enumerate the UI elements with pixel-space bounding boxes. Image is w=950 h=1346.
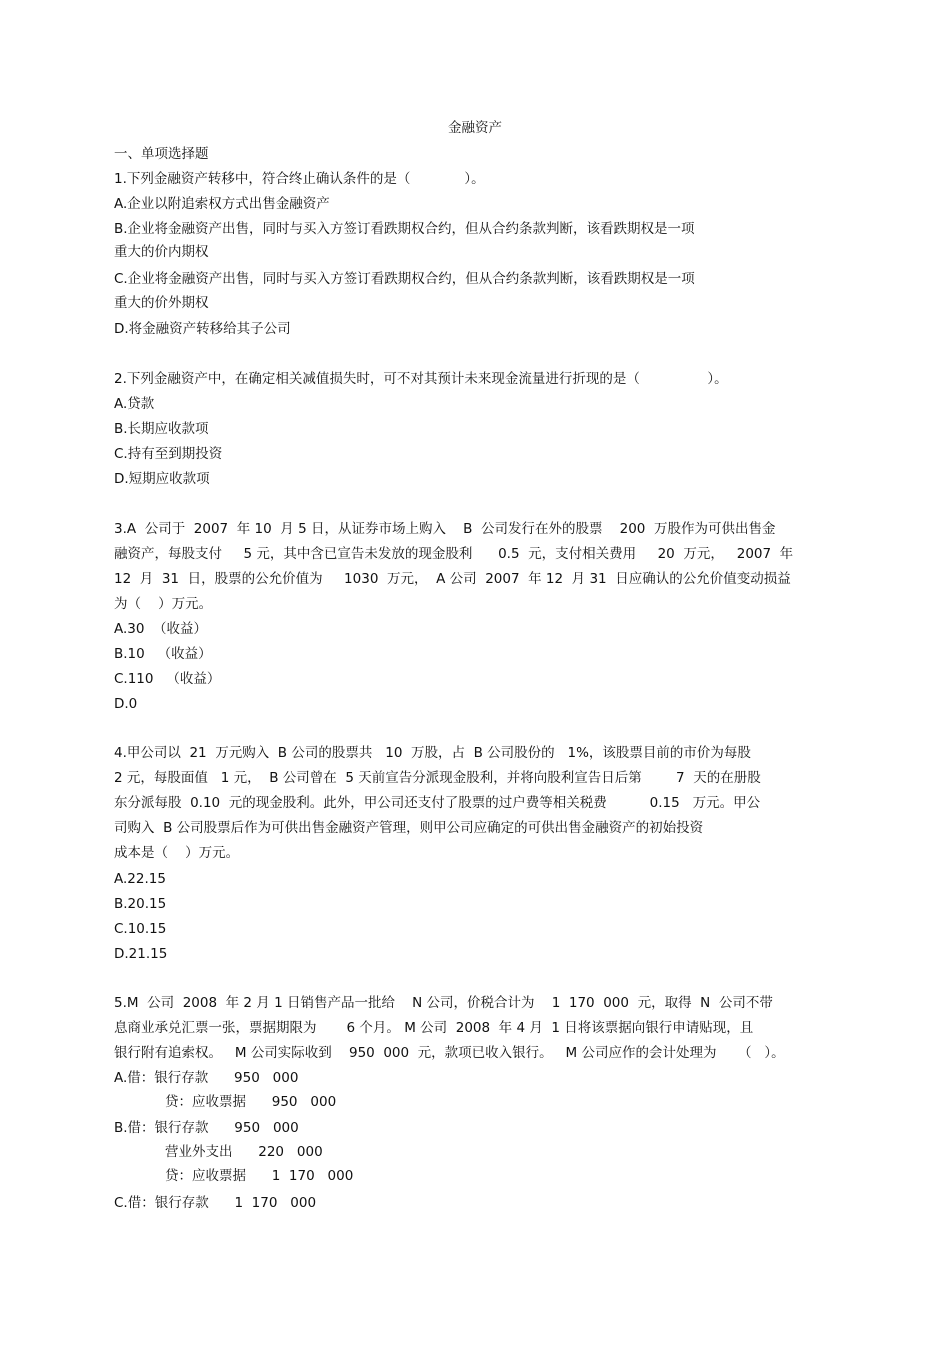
- text-line: C.110 （收益）: [114, 671, 221, 687]
- text-line: D.将金融资产转移给其子公司: [114, 321, 291, 337]
- text-line: C.10.15: [114, 921, 167, 937]
- text-line: 重大的价外期权: [114, 295, 209, 311]
- text-line: 3.A 公司于 2007 年 10 月 5 日，从证券市场上购入 B 公司发行在外的股票 200 万股作为可供出售金: [114, 521, 776, 537]
- text-line: 为（ ）万元。: [114, 596, 213, 612]
- text-line: 息商业承兑汇票一张，票据期限为 6 个月。 M 公司 2008 年 4 月 1 日将该票据向银行申请贴现，且: [114, 1020, 754, 1036]
- text-line: B.借：银行存款 950 000: [114, 1120, 299, 1136]
- text-line: B.企业将金融资产出售，同时与买入方签订看跌期权合约，但从合约条款判断，该看跌期权是一项: [114, 221, 695, 237]
- text-line: A.22.15: [114, 871, 166, 887]
- text-line: B.20.15: [114, 896, 167, 912]
- text-line: A.30 （收益）: [114, 621, 208, 637]
- text-line: D.21.15: [114, 946, 168, 962]
- text-line: 营业外支出 220 000: [165, 1144, 323, 1160]
- text-line: A.借：银行存款 950 000: [114, 1070, 299, 1086]
- text-line: 成本是（ ）万元。: [114, 845, 240, 861]
- text-line: D.0: [114, 696, 138, 712]
- text-line: 司购入 B 公司股票后作为可供出售金融资产管理，则甲公司应确定的可供出售金融资产的初始投资: [114, 820, 704, 836]
- page-title: 金融资产: [448, 120, 502, 136]
- text-line: C.借：银行存款 1 170 000: [114, 1195, 317, 1211]
- text-line: 4.甲公司以 21 万元购入 B 公司的股票共 10 万股，占 B 公司股份的 1%，该股票目前的市价为每股: [114, 745, 751, 761]
- text-line: B.长期应收款项: [114, 421, 209, 437]
- text-line: 银行附有追索权。 M 公司实际收到 950 000 元，款项已收入银行。 M 公司应作的会计处理为 （ ）。: [114, 1045, 785, 1061]
- text-line: 12 月 31 日，股票的公允价值为 1030 万元， A 公司 2007 年 12 月 31 日应确认的公允价值变动损益: [114, 571, 791, 587]
- text-line: A.企业以附追索权方式出售金融资产: [114, 196, 330, 212]
- text-line: C.企业将金融资产出售，同时与买入方签订看跌期权合约，但从合约条款判断，该看跌期权是一项: [114, 271, 695, 287]
- text-line: 东分派每股 0.10 元的现金股利。此外，甲公司还支付了股票的过户费等相关税费 0.15 万元。甲公: [114, 795, 761, 811]
- text-line: 贷：应收票据 950 000: [165, 1094, 337, 1110]
- section-heading: 一、单项选择题: [114, 146, 209, 162]
- text-line: 1.下列金融资产转移中，符合终止确认条件的是（ ）。: [114, 171, 485, 187]
- text-line: A.贷款: [114, 396, 155, 412]
- text-line: 贷：应收票据 1 170 000: [165, 1168, 354, 1184]
- text-line: C.持有至到期投资: [114, 446, 223, 462]
- text-line: D.短期应收款项: [114, 471, 210, 487]
- text-line: 2 元，每股面值 1 元， B 公司曾在 5 天前宣告分派现金股利，并将向股利宣告日后第 7 天的在册股: [114, 770, 761, 786]
- text-line: 重大的价内期权: [114, 244, 209, 260]
- text-line: 2.下列金融资产中，在确定相关减值损失时，可不对其预计未来现金流量进行折现的是（ ）。: [114, 371, 728, 387]
- text-line: B.10 （收益）: [114, 646, 212, 662]
- text-line: 5.M 公司 2008 年 2 月 1 日销售产品一批给 N 公司，价税合计为 1 170 000 元，取得 N 公司不带: [114, 995, 773, 1011]
- text-line: 融资产，每股支付 5 元，其中含已宣告未发放的现金股利 0.5 元，支付相关费用 20 万元， 2007 年: [114, 546, 794, 562]
